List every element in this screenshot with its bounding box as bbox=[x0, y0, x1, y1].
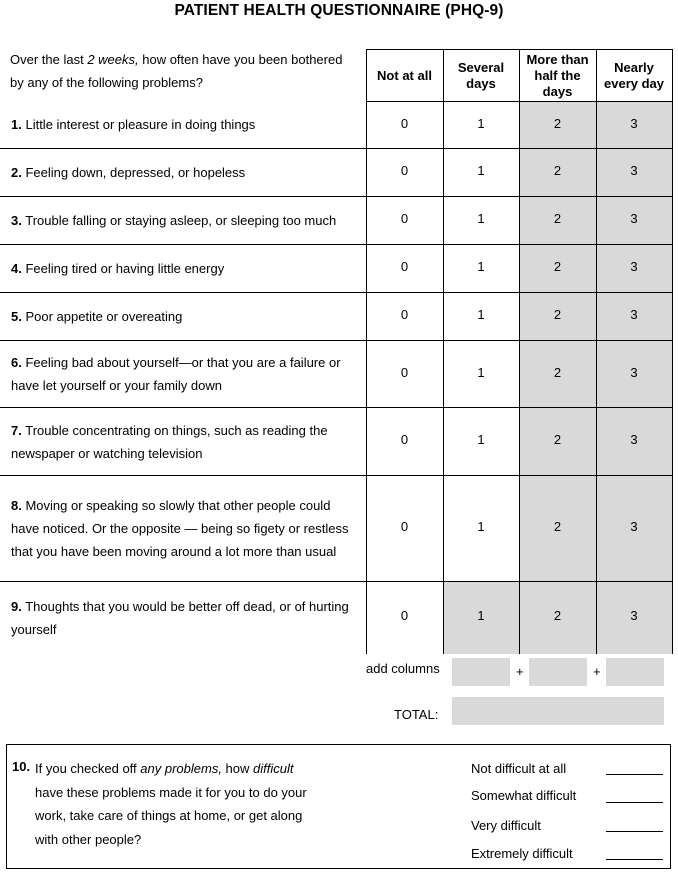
item-text: 5. Poor appetite or overeating bbox=[0, 293, 366, 341]
item-text: 1. Little interest or pleasure in doing things bbox=[0, 102, 366, 149]
score-cell[interactable]: 2 bbox=[519, 408, 596, 476]
score-cell[interactable]: 1 bbox=[443, 476, 519, 582]
score-cell[interactable]: 3 bbox=[596, 102, 672, 149]
table-row bbox=[0, 293, 672, 341]
score-cell[interactable]: 1 bbox=[443, 582, 519, 654]
option-extremely-difficult: Extremely difficult bbox=[471, 846, 573, 861]
option-somewhat-difficult: Somewhat difficult bbox=[471, 788, 577, 803]
score-cell[interactable]: 3 bbox=[596, 582, 672, 654]
column-sum-more-than-half[interactable] bbox=[529, 658, 587, 686]
table-row bbox=[0, 408, 672, 476]
item-text: 2. Feeling down, depressed, or hopeless bbox=[0, 149, 366, 197]
table-row bbox=[0, 149, 672, 197]
item-text: 7. Trouble concentrating on things, such as reading the newspaper or watching television bbox=[0, 408, 366, 476]
score-cell[interactable]: 1 bbox=[443, 341, 519, 408]
total-field[interactable] bbox=[452, 697, 664, 725]
col-several-days: Several days bbox=[443, 50, 519, 102]
col-more-than-half: More than half the days bbox=[519, 50, 596, 102]
score-cell[interactable]: 0 bbox=[366, 341, 443, 408]
score-cell[interactable]: 0 bbox=[366, 293, 443, 341]
score-cell[interactable]: 2 bbox=[519, 582, 596, 654]
question-10-box bbox=[6, 744, 671, 869]
option-not-difficult: Not difficult at all bbox=[471, 761, 567, 776]
answer-line-not-difficult[interactable] bbox=[606, 774, 663, 775]
score-cell[interactable]: 1 bbox=[443, 197, 519, 245]
score-cell[interactable]: 2 bbox=[519, 149, 596, 197]
intro-before: Over the last bbox=[10, 52, 88, 67]
table-header-row bbox=[0, 50, 672, 102]
add-columns-label: add columns bbox=[366, 661, 440, 676]
score-cell[interactable]: 0 bbox=[366, 102, 443, 149]
table-row bbox=[0, 341, 672, 408]
answer-line-very-difficult[interactable] bbox=[606, 831, 663, 832]
column-sum-nearly-every-day[interactable] bbox=[606, 658, 664, 686]
intro-after: how often have you been bothered by any of the following problems? bbox=[10, 52, 343, 90]
score-cell[interactable]: 1 bbox=[443, 293, 519, 341]
score-cell[interactable]: 3 bbox=[596, 245, 672, 293]
total-label: TOTAL: bbox=[394, 707, 439, 722]
intro-emphasis: 2 weeks, bbox=[87, 52, 139, 67]
add-columns-row bbox=[0, 658, 678, 686]
item-text: 4. Feeling tired or having little energy bbox=[0, 245, 366, 293]
col-nearly-every-day: Nearly every day bbox=[596, 50, 672, 102]
table-row bbox=[0, 197, 672, 245]
score-cell[interactable]: 0 bbox=[366, 245, 443, 293]
item-text: 3. Trouble falling or staying asleep, or sleeping too much bbox=[0, 197, 366, 245]
col-not-at-all: Not at all bbox=[366, 50, 443, 102]
table-row bbox=[0, 582, 672, 654]
q10-number: 10. bbox=[12, 759, 31, 774]
score-cell[interactable]: 0 bbox=[366, 197, 443, 245]
answer-line-extremely-difficult[interactable] bbox=[606, 859, 663, 860]
score-cell[interactable]: 3 bbox=[596, 408, 672, 476]
header-blank bbox=[0, 50, 366, 102]
score-cell[interactable]: 2 bbox=[519, 293, 596, 341]
item-text: 8. Moving or speaking so slowly that other people could have noticed. Or the opposite — being so figety or restless that you have been moving around a lot more than usual bbox=[0, 476, 366, 582]
score-cell[interactable]: 0 bbox=[366, 582, 443, 654]
score-cell[interactable]: 0 bbox=[366, 408, 443, 476]
score-cell[interactable]: 2 bbox=[519, 341, 596, 408]
table-row bbox=[0, 476, 672, 582]
score-cell[interactable]: 1 bbox=[443, 102, 519, 149]
table-row bbox=[0, 245, 672, 293]
page-title: PATIENT HEALTH QUESTIONNAIRE (PHQ-9) bbox=[174, 2, 504, 19]
column-sum-several-days[interactable] bbox=[452, 658, 510, 686]
score-cell[interactable]: 2 bbox=[519, 245, 596, 293]
answer-line-somewhat-difficult[interactable] bbox=[606, 802, 663, 803]
score-cell[interactable]: 0 bbox=[366, 149, 443, 197]
plus-sign: + bbox=[516, 664, 524, 679]
score-cell[interactable]: 3 bbox=[596, 293, 672, 341]
score-cell[interactable]: 1 bbox=[443, 149, 519, 197]
option-very-difficult: Very difficult bbox=[471, 818, 541, 833]
score-cell[interactable]: 1 bbox=[443, 408, 519, 476]
score-cell[interactable]: 3 bbox=[596, 341, 672, 408]
score-cell[interactable]: 1 bbox=[443, 245, 519, 293]
item-text: 6. Feeling bad about yourself—or that you are a failure or have let yourself or your family down bbox=[0, 341, 366, 408]
item-text: 9. Thoughts that you would be better off dead, or of hurting yourself bbox=[11, 598, 349, 637]
score-cell[interactable]: 2 bbox=[519, 102, 596, 149]
q10-text: If you checked off any problems, how difficult have these problems made it for you to do your work, take care of things at home, or get along with other people? bbox=[35, 761, 307, 847]
score-cell[interactable]: 0 bbox=[366, 476, 443, 582]
score-cell[interactable]: 3 bbox=[596, 197, 672, 245]
plus-sign: + bbox=[593, 664, 601, 679]
table-row bbox=[0, 102, 672, 149]
questionnaire-table bbox=[0, 49, 673, 654]
score-cell[interactable]: 3 bbox=[596, 149, 672, 197]
score-cell[interactable]: 2 bbox=[519, 197, 596, 245]
score-cell[interactable]: 3 bbox=[596, 476, 672, 582]
score-cell[interactable]: 2 bbox=[519, 476, 596, 582]
